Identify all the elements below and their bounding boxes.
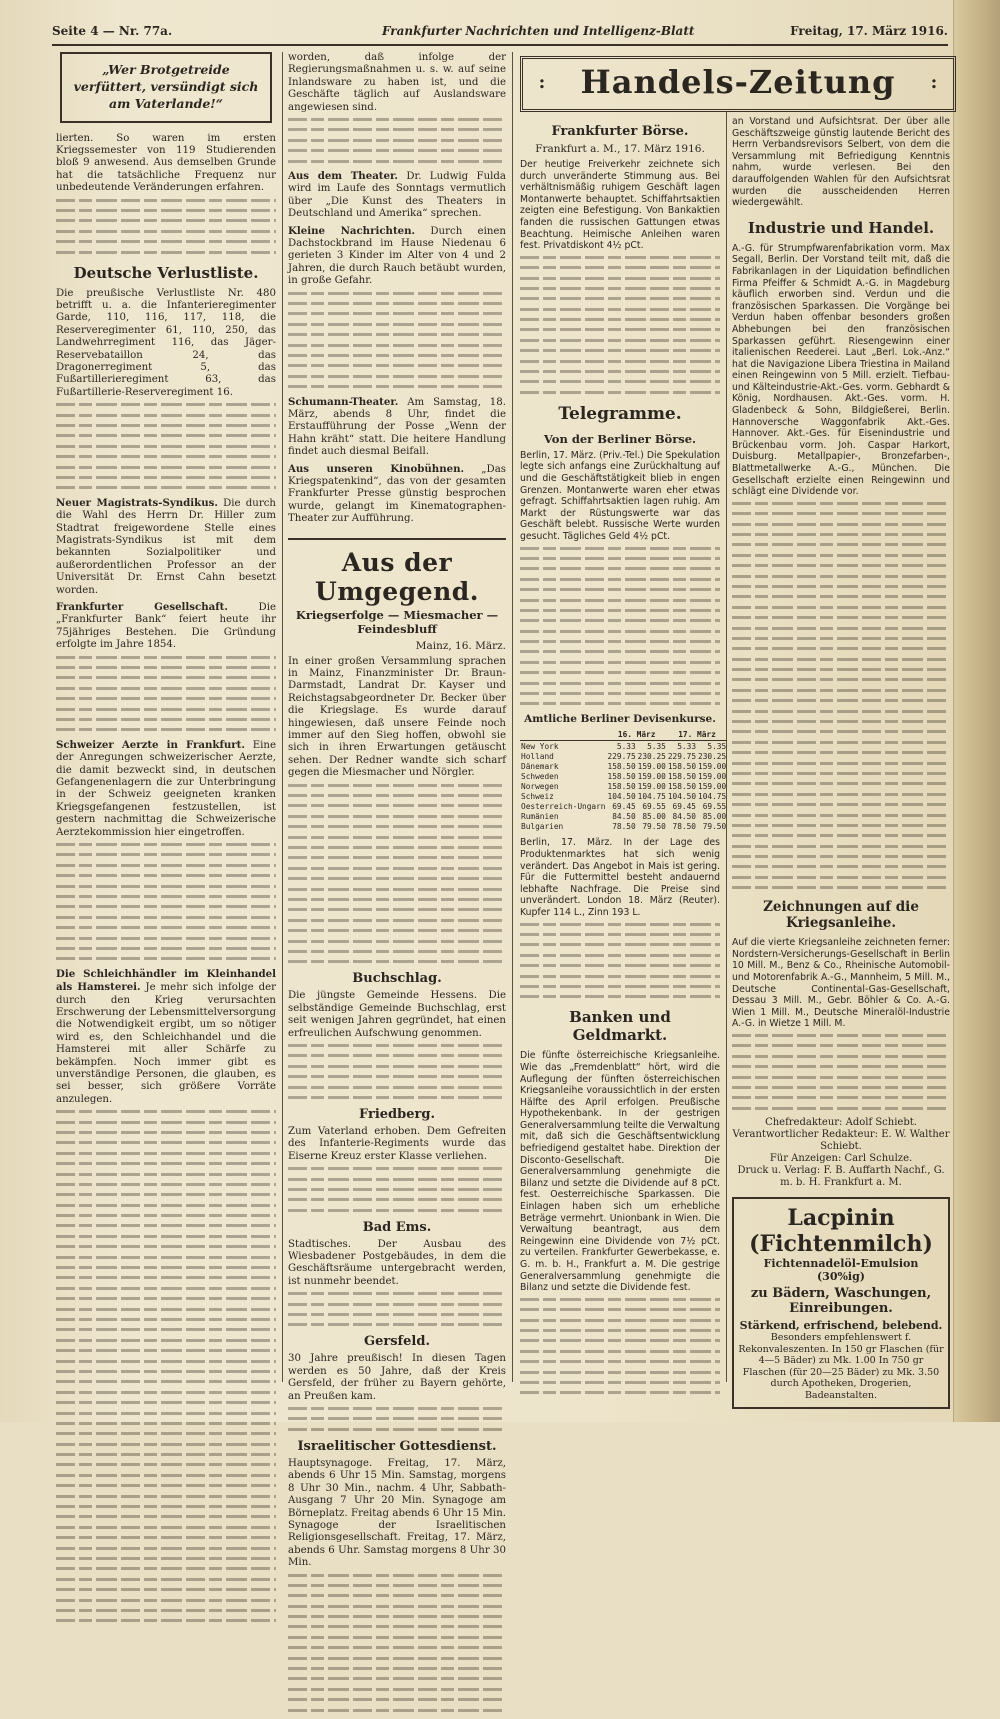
- heading-banken: Banken und Geldmarkt.: [569, 1008, 671, 1045]
- text-lines: [520, 1298, 720, 1395]
- heading-berliner-boerse: Von der Berliner Börse.: [543, 431, 697, 446]
- imprint-printer: Druck u. Verlag: F. B. Auffarth Nachf., G. m. b. H. Frankfurt a. M.: [737, 1165, 945, 1189]
- text-lines: [288, 1574, 506, 1712]
- rate-value: 158.50: [607, 781, 636, 791]
- article-text: Die preußische Verlustliste Nr. 480 betrifft u. a. die Infanterieregimenter Garde, 110, 116, 117, 118, die Reserveregimenter 61, 110, 250, das Landwehrregiment 116, das Jäger-Reservebataillon 24, das Dragonerregiment 5, das Fußartillerieregiment 63, das Fußartillerie-Reserveregiment 16.: [56, 287, 276, 398]
- article-text: Die jüngste Gemeinde Hessens. Die selbständige Gemeinde Buchschlag, erst seit wenigen Jahren gegründet, hat einen erfreulichen Aufschwung genommen.: [288, 990, 506, 1039]
- rate-value: 85.00: [642, 811, 666, 821]
- article-text: Dr. Ludwig Fulda wird im Laufe des Sonntags vermutlich über „Die Kunst des Theaters in Deutschland und Amerika“ sprechen.: [288, 170, 506, 220]
- article-text: [288, 170, 506, 221]
- article-text: [56, 968, 276, 1106]
- rate-value: 104.75: [698, 791, 727, 801]
- text-lines: [520, 923, 720, 999]
- table-row: [520, 801, 727, 811]
- ad-details: Besonders empfehlenswert f. Rekonvaleszenten. In 150 gr Flaschen (für 4—5 Bäder) zu Mk. 1.00 In 750 gr Flaschen (für 20—25 Bäder) zu Mk. 3.50 durch Apotheken, Drogerien, Badeanstalten.: [738, 1332, 944, 1401]
- table-row: [520, 741, 727, 752]
- text-lines: [288, 1407, 506, 1431]
- heading-schleichhandel: Die Schleichhändler im Kleinhandel als Hamsterei.: [56, 967, 276, 994]
- article-text: Hauptsynagoge. Freitag, 17. März, abends 6 Uhr 15 Min. Samstag, morgens 8 Uhr 30 Min., nachm. 4 Uhr, Sabbath-Ausgang 7 Uhr 20 Min. Synagoge am Börneplatz. Freitag abends 6 Uhr 15 Min. Synagoge der Israelitischen Religionsgesellschaft. Freitag, 17. März, abends 6 Uhr. Samstag morgens 8 Uhr 30 Min.: [288, 1457, 506, 1569]
- article-text: [56, 739, 276, 839]
- rate-value: 230.25: [637, 751, 666, 761]
- text-lines: [732, 502, 950, 889]
- rate-value: 104.50: [607, 791, 636, 801]
- rate-value: 159.00: [637, 781, 666, 791]
- column-rule: [512, 52, 513, 1382]
- rate-value: 79.50: [702, 821, 727, 831]
- rate-value: 79.50: [642, 821, 666, 831]
- rate-value: 78.50: [672, 821, 697, 831]
- article-text: Am Samstag, 18. März, abends 8 Uhr, findet die Erstaufführung der Posse „Wenn der Hahn kräht“ statt. Die heitere Handlung findet auch diesmal Beifall.: [288, 396, 506, 458]
- rate-value: 159.00: [698, 771, 727, 781]
- currency-name: Rumänien: [521, 811, 559, 821]
- table-row: [520, 811, 727, 821]
- rate-value: 159.00: [637, 761, 666, 771]
- heading-friedberg: Friedberg.: [359, 1106, 435, 1122]
- heading-bad-ems: Bad Ems.: [362, 1219, 432, 1235]
- heading-gesellschaft: Frankfurter Gesellschaft.: [56, 601, 228, 614]
- table-header-cell: 17. März: [667, 729, 727, 741]
- text-lines: [56, 656, 276, 732]
- text-lines: [288, 1292, 506, 1326]
- rate-value: 229.75: [607, 751, 636, 761]
- heading-kleine-nachrichten: Kleine Nachrichten.: [288, 224, 416, 237]
- article-text: worden, daß infolge der Regierungsmaßnahmen u. s. w. auf seine Inlandsware zu haben ist, und die Geschäfte täglich auf Auslandsware angewiesen sind.: [288, 52, 506, 113]
- article-text: [288, 225, 506, 288]
- table-row: [520, 771, 727, 781]
- article-text: Auf die vierte Kriegsanleihe zeichneten ferner: Nordstern-Versicherungs-Gesellschaft in Berlin 10 Mill. M., Benz & Co., Rheinische Automobil- und Motorenfabrik A.-G., Mannheim, 5 Mill. M., Deutsche Continental-Gas-Gesellschaft, Dessau 3 Mill. M., Gebr. Böhler & Co. A.-G. Wien 1 Mill. M., Deutsche Mineralöl-Industrie A.-G. in Wietze 1 Mill. M.: [732, 937, 950, 1030]
- imprint-responsible: Verantwortlicher Redakteur: E. W. Walther Schiebt.: [732, 1129, 950, 1153]
- text-lines: [288, 292, 506, 389]
- article-text: Stadtisches. Der Ausbau des Wiesbadener Postgebäudes, in dem die Geschäftsräume untergebracht werden, ist nunmehr beendet.: [288, 1238, 506, 1287]
- newspaper-title: Frankfurter Nachrichten und Intelligenz-Blatt: [382, 24, 695, 38]
- currency-name: Norwegen: [521, 781, 559, 791]
- rate-value: 5.35: [647, 741, 666, 751]
- currency-name: Dänemark: [521, 761, 559, 771]
- text-lines: [56, 199, 276, 254]
- imprint-editor: Chefredakteur: Adolf Schiebt.: [765, 1117, 917, 1129]
- column-4: [732, 116, 950, 1409]
- heading-telegramme: Telegramme.: [558, 403, 682, 424]
- running-head: [52, 20, 948, 46]
- currency-name: Oesterreich-Ungarn: [521, 801, 606, 811]
- table-header-cell: [520, 729, 607, 741]
- rate-value: 104.75: [637, 791, 666, 801]
- currency-name: Schweiz: [521, 791, 554, 801]
- dateline: Mainz, 16. März.: [415, 639, 506, 652]
- ad-brand: Lacpinin (Fichtenmilch): [749, 1205, 933, 1258]
- rate-value: 159.00: [698, 781, 727, 791]
- text-lines: [520, 547, 720, 706]
- rate-value: 5.35: [707, 741, 727, 751]
- page-number: Seite 4 — Nr. 77a.: [52, 24, 173, 38]
- article-text: [56, 497, 276, 597]
- heading-devisenkurse: Amtliche Berliner Devisenkurse.: [524, 713, 716, 726]
- table-header-row: [520, 729, 727, 741]
- rate-value: 84.50: [672, 811, 697, 821]
- table-row: [520, 781, 727, 791]
- imprint-ads: Für Anzeigen: Carl Schulze.: [769, 1153, 913, 1165]
- currency-name: Holland: [521, 751, 554, 761]
- text-lines: [520, 256, 720, 394]
- article-text: Der heutige Freiverkehr zeichnete sich durch unveränderte Stimmung aus. Bei verhältnismäßig ruhigem Geschäft lagen Montanwerte behauptet. Schiffahrtsaktien zeigten eine Befestigung. Von Bankaktien fanden die russischen Gattungen etwas Beachtung. Heimische Anleihen waren fest. Privatdiskont 4½ pCt.: [520, 159, 720, 252]
- handels-zeitung-banner: [520, 56, 956, 112]
- dateline: Frankfurt a. M., 17. März 1916.: [535, 143, 705, 155]
- rate-value: 5.33: [677, 741, 697, 751]
- rate-value: 158.50: [667, 761, 697, 771]
- heading-schumann: Schumann-Theater.: [288, 395, 399, 408]
- article-text: Berlin, 17. März. (Priv.-Tel.) Die Spekulation legte sich anfangs eine Zurückhaltung auf und die Geschäftstätigkeit blieb in engen Grenzen. Montanwerte waren eher etwas gefragt. Schiffahrtsaktien lagen ruhig. Am Markt der Rüstungswerte war das Geschäft belebt. Russische Werte wurden gesucht. Tägliches Geld 4½ pCt.: [520, 449, 720, 542]
- text-lines: [56, 403, 276, 489]
- article-text: 30 Jahre preußisch! In diesen Tagen werden es 50 Jahre, daß der Kreis Gersfeld, der früher zu Bayern gehörte, an Preußen kam.: [288, 1353, 506, 1402]
- article-text: [288, 463, 506, 526]
- column-1: [56, 52, 276, 1630]
- currency-name: New York: [521, 741, 559, 751]
- rate-value: 158.50: [667, 771, 697, 781]
- advertisement-lacpinin: [732, 1197, 950, 1409]
- exchange-rate-table: [520, 729, 727, 831]
- rate-value: 104.50: [667, 791, 697, 801]
- binding-spine: [953, 0, 1000, 1422]
- rate-value: 5.33: [616, 741, 636, 751]
- imprint: [732, 1117, 950, 1189]
- article-text: Die „Frankfurter Bank“ feiert heute ihr 75jähriges Bestehen. Die Gründung erfolgte im Jahre 1854.: [56, 602, 276, 651]
- article-text: In einer großen Versammlung sprachen in Mainz, Finanzminister Dr. Braun-Darmstadt, Landrat Dr. Kayser und Reichstagsabgeordneter Dr. Becker über die Kriegslage. Es wurde darauf hingewiesen, daß unsere Feinde noch immer auf den Sieg hoffen, obwohl sie sich in ihren Erwartungen getäuscht sehen. Der Redner wandte sich scharf gegen die Miesmacher und Nörgler.: [288, 655, 506, 779]
- table-row: [520, 761, 727, 771]
- currency-name: Bulgarien: [521, 821, 564, 831]
- column-rule: [282, 52, 283, 1382]
- rate-value: 84.50: [612, 811, 636, 821]
- rate-value: 159.00: [637, 771, 666, 781]
- article-text: Je mehr sich infolge der durch den Krieg verursachten Erschwerung der Lebensmittelversorgung die Notwendigkeit ergibt, um so nötiger wird es, den Schleichhandel und die Hamsterei mit aller Schärfe zu bekämpfen. Noch immer gibt es unverständige Personen, die glauben, es sei besser, sich größere Vorräte anzulegen.: [56, 982, 276, 1105]
- rate-value: 85.00: [702, 811, 727, 821]
- heading-verlustliste: Deutsche Verlustliste.: [73, 263, 259, 282]
- heading-theater: Aus dem Theater.: [288, 169, 398, 182]
- handels-zeitung-title: Handels-Zeitung: [580, 63, 896, 101]
- article-text: an Vorstand und Aufsichtsrat. Der über alle Geschäftszweige günstig lautende Bericht des Herrn Verbandsrevisors Selbert, von dem die Versammlung mit Befriedigung Kenntnis nahm, wurde verlesen. Bei den darauffolgenden Wahlen für den Aufsichtsrat wurden die ausscheidenden Herren wiedergewählt.: [732, 116, 950, 209]
- rate-value: 158.50: [607, 771, 636, 781]
- section-subheading: Kriegserfolge — Miesmacher — Feindesbluff: [295, 607, 499, 636]
- text-lines: [732, 1034, 950, 1110]
- ad-brand-sub: Fichtennadelöl-Emulsion (30%ig): [763, 1257, 919, 1284]
- column-2: [288, 52, 506, 1719]
- heading-buchschlag: Buchschlag.: [352, 971, 442, 987]
- ad-claim: Stärkend, erfrischend, belebend.: [739, 1319, 943, 1333]
- table-row: [520, 791, 727, 801]
- article-text: [56, 601, 276, 652]
- rate-value: 230.25: [698, 751, 727, 761]
- rate-value: 69.55: [702, 801, 727, 811]
- heading-industrie: Industrie und Handel.: [747, 218, 935, 237]
- table-header-cell: 16. März: [607, 729, 667, 741]
- text-lines: [56, 1110, 276, 1622]
- ad-uses: zu Bädern, Waschungen, Einreibungen.: [750, 1286, 932, 1317]
- rate-value: 229.75: [667, 751, 697, 761]
- article-text: Eine der Anregungen schweizerischer Aerzte, die damit bezweckt sind, in deutschen Gefangenenlagern die zur Unterbringung in der Schweiz geeigneten kranken Kriegsgefangenen festzustellen, ist gestern nachmittag die Schweizerische Aerztekommission hier eingetroffen.: [56, 739, 276, 838]
- text-lines: [288, 118, 506, 163]
- text-lines: [288, 1044, 506, 1099]
- slogan-box: „Wer Brotgetreide verfüttert, versündigt sich am Vaterlande!“: [60, 52, 272, 123]
- article-text: Zum Vaterland erhoben. Dem Gefreiten des Infanterie-Regiments wurde das Eiserne Kreuz erster Klasse verliehen.: [288, 1125, 506, 1162]
- article-text: Berlin, 17. März. In der Lage des Produktenmarktes hat sich wenig verändert. Das Angebot in Mais ist gering. Für die Futtermittel besteht andauernd lebhafte Nachfrage. Die Preise sind unverändert. London 18. März (Reuter). Kupfer 114 L., Zinn 193 L.: [520, 837, 720, 918]
- rate-value: 69.45: [612, 801, 636, 811]
- table-row: [520, 821, 727, 831]
- table-row: [520, 751, 727, 761]
- rate-value: 158.50: [667, 781, 697, 791]
- article-text: Die fünfte österreichische Kriegsanleihe. Wie das „Fremdenblatt“ hört, wird die Auflegung der fünften österreichischen Kriegsanleihe voraussichtlich in der ersten Hälfte des April erfolgen. Preußische Hypothekenbank. In der gestrigen Generalversammlung teilte die Verwaltung mit, daß sich die Geschäftsentwicklung befriedigend gestaltet habe. Direktion der Disconto-Gesellschaft. Die Generalversammlung genehmigte die Bilanz und setzte die Dividende auf 8 pCt. fest. Oesterreichische Sparkassen. Die Einlagen haben sich um erhebliche Beträge vermehrt. Unionbank in Wien. Die Verwaltung beantragt, aus dem Reingewinn eine Dividende von 7½ pCt. zu verteilen. Frankfurter Gewerbekasse, e. G. m. b. H., Frankfurt a. M. Die gestrige Generalversammlung genehmigte die Bilanz und setzte die Dividende fest.: [520, 1050, 720, 1294]
- article-text: lierten. So waren im ersten Kriegssemester von 119 Studierenden bloß 9 anwesend. Aus demselben Grunde hat die tatsächliche Frequenz nur unbedeutende Veränderungen erfahren.: [56, 132, 276, 194]
- rate-value: 159.00: [698, 761, 727, 771]
- heading-kino: Aus unseren Kinobühnen.: [288, 462, 465, 475]
- rate-value: 69.55: [642, 801, 666, 811]
- rate-value: 158.50: [607, 761, 636, 771]
- banner-bullet-icon: :: [930, 71, 938, 93]
- rate-value: 78.50: [612, 821, 636, 831]
- banner-bullet-icon: :: [538, 71, 546, 93]
- heading-zeichnungen: Zeichnungen auf die Kriegsanleihe.: [763, 899, 919, 932]
- article-text: A.-G. für Strumpfwarenfabrikation vorm. Max Segall, Berlin. Der Vorstand teilt mit, daß die Fabrikanlagen in der Liquidation befindlichen Firma Pfeiffer & Schmidt A.-G. in Magdeburg käuflich erworben sind. Verdun und die französischen Sparkassen. Die Vorgänge bei Verdun haben offenbar besonders großen Abhebungen bei den französischen Sparkassen geführt. Riesengewinn einer italienischen Reederei. Laut „Berl. Lok.-Anz.“ hat die Navigazione Libera Triestina in Mailand einen Reingewinn von 5 Mill. erzielt. Tiefbau- und Kälteindustrie-Akt.-Ges. vorm. Gebhardt & König, Nordhausen. Akt.-Ges. vorm. H. Gladenbeck & Sohn, Bildgießerei, Berlin. Hannoversche Waggonfabrik Akt.-Ges. Hannover. Akt.-Ges. für Eisenindustrie und Brückenbau vorm. Joh. Caspar Harkort, Duisburg. Metallpapier-, Bronzefarben-, Blattmetallwerke A.-G., München. Die Gesellschaft erzielte einen Reingewinn und schlägt eine Dividende vor.: [732, 242, 950, 498]
- column-3: [520, 116, 727, 1402]
- heading-frankfurter-boerse: Frankfurter Börse.: [551, 124, 689, 139]
- article-text: „Das Kriegspatenkind“, das von der gesamten Frankfurter Presse günstig besprochen wurde, gelangt im Kinematographen-Theater zur Aufführung.: [288, 463, 506, 525]
- currency-name: Schweden: [521, 771, 559, 781]
- article-text: Durch einen Dachstockbrand im Hause Niedenau 6 gerieten 3 Kinder im Alter von 4 und 2 Jahren, die durch Rauch betäubt wurden, in große Gefahr.: [288, 225, 506, 287]
- text-lines: [288, 1167, 506, 1212]
- issue-date: Freitag, 17. März 1916.: [790, 24, 948, 38]
- article-text: Die durch die Wahl des Herrn Dr. Hiller zum Stadtrat freigewordene Stelle eines Magistrats-Syndikus ist mit dem bekannten Sozialpolitiker und außerordentlichen Professor an der Universität Dr. Ernst Cahn besetzt worden.: [56, 497, 276, 596]
- rate-value: 69.45: [672, 801, 697, 811]
- text-lines: [56, 843, 276, 960]
- section-heading-umgegend: Aus der Umgegend.: [288, 538, 506, 606]
- heading-gersfeld: Gersfeld.: [364, 1334, 430, 1350]
- heading-schweizer: Schweizer Aerzte in Frankfurt.: [56, 738, 245, 751]
- heading-gottesdienst: Israelitischer Gottesdienst.: [297, 1438, 497, 1454]
- heading-magistrat: Neuer Magistrats-Syndikus.: [56, 496, 218, 509]
- article-text: [288, 396, 506, 459]
- text-lines: [288, 784, 506, 964]
